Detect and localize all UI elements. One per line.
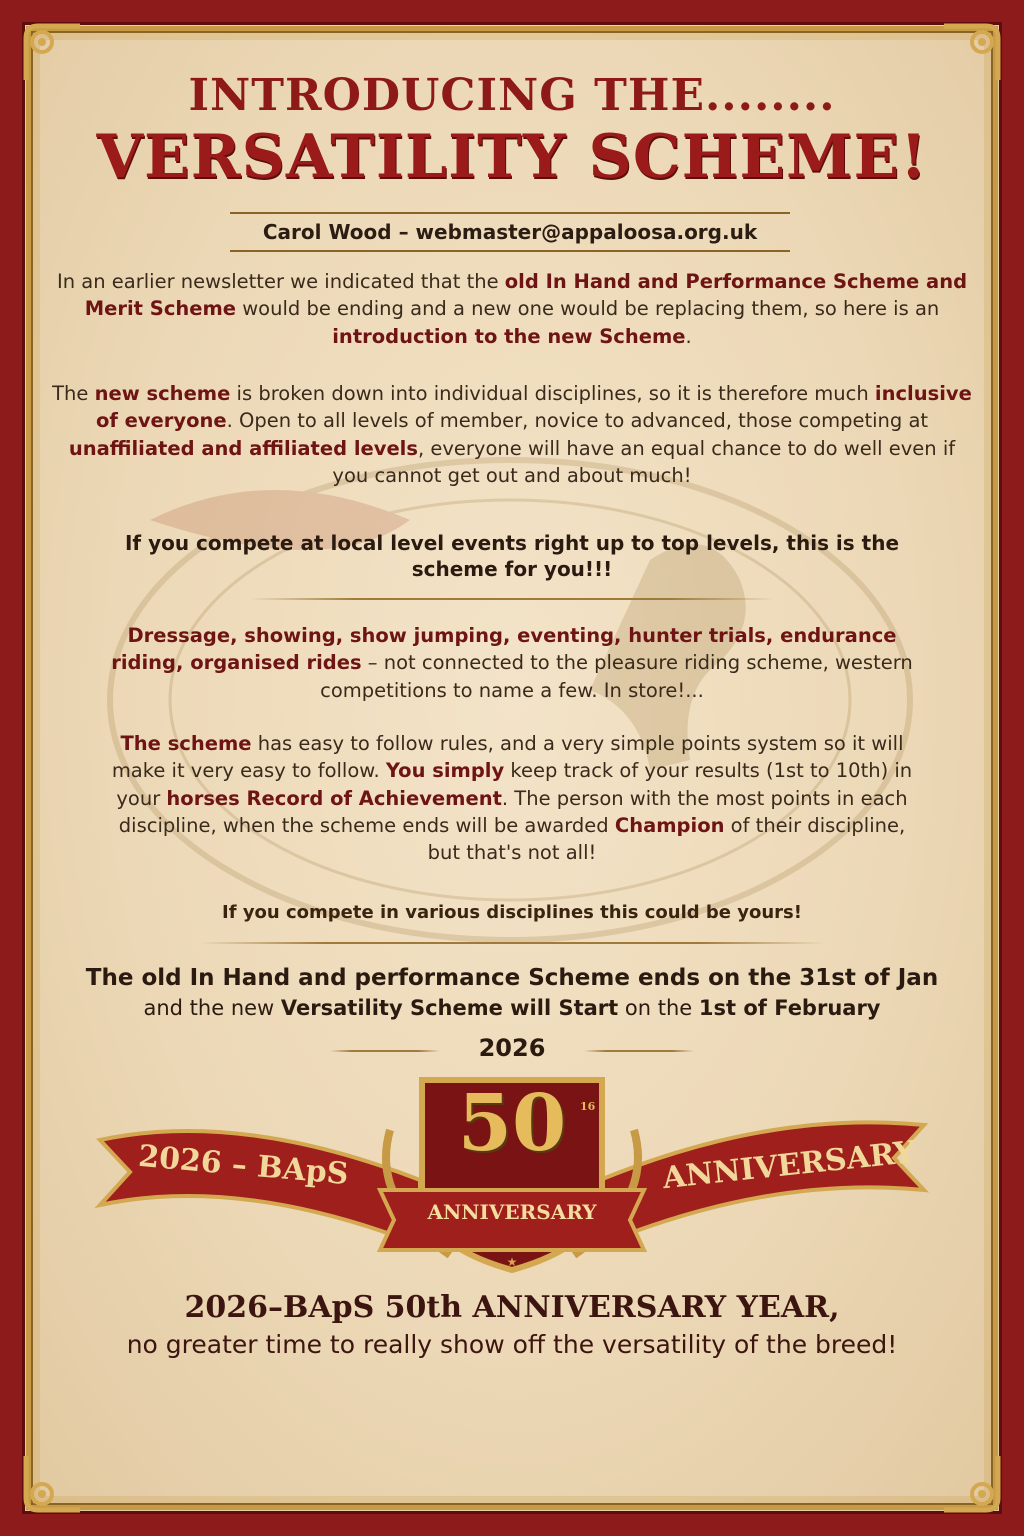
seal-anniversary-label: ANNIVERSARY xyxy=(427,1200,597,1224)
divider xyxy=(250,598,774,600)
compete-callout: If you compete at local level events right up to top levels, this is the scheme for you!!! xyxy=(124,531,900,581)
corner-ornament-icon xyxy=(18,1448,88,1518)
scheme-description-paragraph: The new scheme is broken down into individual disciplines, so it is therefore much inclusive of everyone. Open to all levels of member, novice to advanced, those competing at unaffiliated and affiliated levels, everyone will have an equal chance to do well even if you cannot get out and about much! xyxy=(52,382,972,487)
intro-paragraph: In an earlier newsletter we indicated that the old In Hand and Performance Scheme and Merit Scheme would be ending and a new one would be replacing them, so here is an introduction to the new Scheme. xyxy=(56,270,968,348)
svg-text:★: ★ xyxy=(506,1255,518,1269)
corner-ornament-icon xyxy=(936,1448,1006,1518)
title-line-1: INTRODUCING THE........ xyxy=(188,70,836,121)
ribbon-right-label: ANNIVERSARY xyxy=(660,1134,917,1197)
dates-paragraph: The old In Hand and performance Scheme ends on the 31st of Jan and the new Versatility Scheme will Start on the 1st of February xyxy=(85,965,939,1021)
disciplines-paragraph: Dressage, showing, show jumping, eventing, hunter trials, endurance riding, organised rides – not connected to the pleasure riding scheme, western competitions to name a few. In store!... xyxy=(111,624,913,702)
year-label: 2026 xyxy=(478,1034,546,1062)
various-disciplines-callout: If you compete in various disciplines this could be yours! xyxy=(222,902,802,923)
divider xyxy=(584,1050,694,1052)
anniversary-number: 50 xyxy=(457,1078,567,1169)
rules-paragraph: The scheme has easy to follow rules, and a very simple points system so it will make it very easy to follow. You simply keep track of your results (1st to 10th) in your horses Record of Achievement. The person with the most points in each discipline, when the scheme ends will be awarded Champion of their discipline, but that's not all! xyxy=(111,732,913,865)
divider xyxy=(200,942,824,944)
anniversary-banner xyxy=(90,1070,934,1280)
footer-tagline: no greater time to really show off the versatility of the breed! xyxy=(126,1330,898,1359)
anniversary-superscript: 16 xyxy=(580,1100,596,1113)
footer-heading: 2026–BApS 50th ANNIVERSARY YEAR, xyxy=(184,1290,840,1325)
ribbon-left-label: 2026 – BApS xyxy=(136,1138,350,1193)
title-line-2: VERSATILITY SCHEME! xyxy=(96,122,928,192)
author-byline: Carol Wood – webmaster@appaloosa.org.uk xyxy=(230,212,790,252)
